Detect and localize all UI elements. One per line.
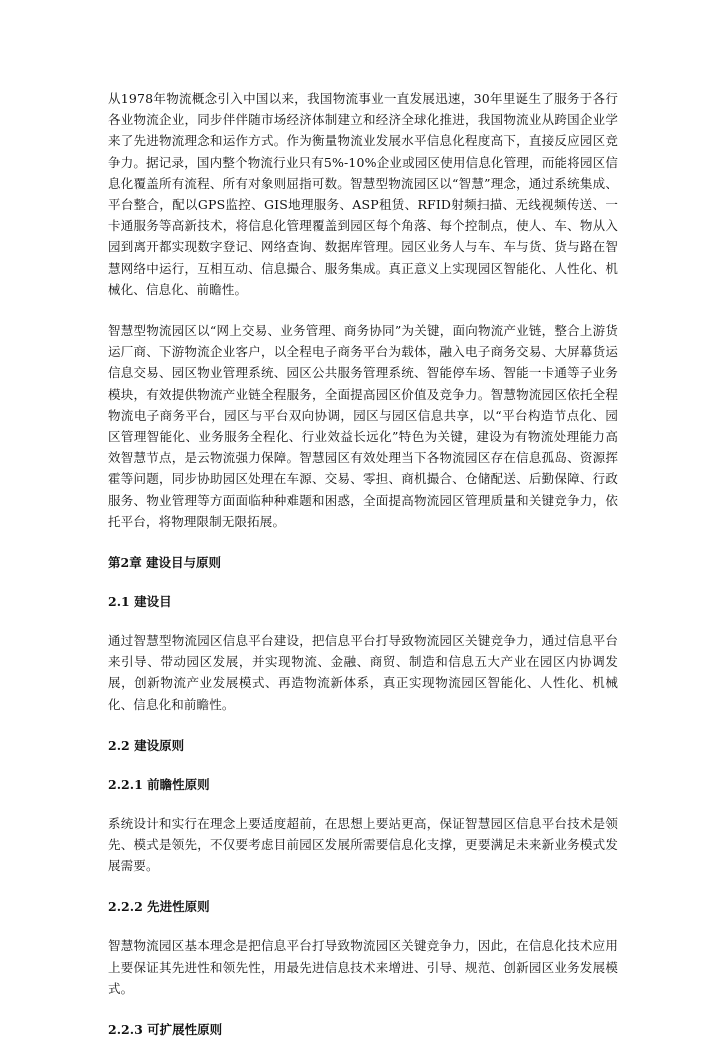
section-2-1-title: 2.1 建设目 [108,594,172,610]
spacer [108,612,618,630]
section-2-2-3-title: 2.2.3 可扩展性原则 [108,1022,223,1038]
spacer [108,715,618,735]
section-2-2-1-body: 系统设计和实行在理念上要适度超前，在思想上要站更高，保证智慧园区信息平台技术是领先、模式是领先，不仅要考虑目前园区发展所需要信息化支撑，更要满足未来新业务模式发展需要。 [108,815,618,874]
spacer [108,999,618,1019]
section-2-2-2-title: 2.2.2 先进性原则 [108,899,210,915]
spacer [108,756,618,774]
section-2-2-title: 2.2 建设原则 [108,737,185,753]
spacer [108,532,618,552]
spacer [108,876,618,896]
document-page [108,88,618,1040]
spacer [108,300,618,320]
intro-paragraph-2: 智慧型物流园区以“网上交易、业务管理、商务协同”为关键，面向物流产业链，整合上游货运厂商、下游物流企业客户，以全程电子商务平台为载体，融入电子商务交易、大屏幕货运信息交易、园区物业管理系统、园区公共服务管理系统、智能停车场、智能一卡通等子业务模块，有效提供物流产业链全程服务，全面提高园区价值及竞争力。智慧物流园区依托全程物流电子商务平台，园区与平台双向协调，园区与园区信息共享，以“平台构造节点化、园区管理智能化、业务服务全程化、行业效益长远化”特色为关键，建设为有物流处理能力高效智慧节点，是云物流强力保障。智慧园区有效处理当下各物流园区存在信息孤岛、资源挥霍等问题，同步协助园区处理在车源、交易、零担、商机撮合、仓储配送、后勤保障、行政服务、物业管理等方面面临种种难题和困惑，全面提高物流园区管理质量和关键竞争力，依托平台，将物理限制无限拓展。 [108,323,618,529]
spacer [108,573,618,591]
section-2-2-2-body: 智慧物流园区基本理念是把信息平台打导致物流园区关键竞争力，因此，在信息化技术应用上要保证其先进性和领先性，用最先进信息技术来增进、引导、规范、创新园区业务发展模式。 [108,938,618,996]
section-2-1-body: 通过智慧型物流园区信息平台建设，把信息平台打导致物流园区关键竞争力，通过信息平台来引导、带动园区发展，并实现物流、金融、商贸、制造和信息五大产业在园区内协调发展，创新物流产业发展模式、再造物流新体系，真正实现物流园区智能化、人性化、机械化、信息化和前瞻性。 [108,633,618,712]
spacer [108,795,618,813]
chapter-title: 第2章 建设目与原则 [108,555,222,571]
section-2-2-1-title: 2.2.1 前瞻性原则 [108,776,210,792]
spacer [108,917,618,935]
intro-paragraph-1: 从1978年物流概念引入中国以来，我国物流事业一直发展迅速，30年里诞生了服务于各行各业物流企业，同步伴伴随市场经济体制建立和经济全球化推进，我国物流业从跨国企业学来了先进物流理念和运作方式。作为衡量物流业发展水平信息化程度高下，直接反应园区竞争力。据记录，国内整个物流行业只有5%-10%企业或园区使用信息化管理，而能将园区信息化覆盖所有流程、所有对象则屈指可数。智慧型物流园区以“智慧”理念，通过系统集成、平台整合，配以GPS监控、GIS地理服务、ASP租赁、RFID射频扫描、无线视频传送、一卡通服务等高新技术，将信息化管理覆盖到园区每个角落、每个控制点，使人、车、物从入园到离开都实现数字登记、网络查询、数据库管理。园区业务人与车、车与货、货与路在智慧网络中运行，互相互动、信息撮合、服务集成。真正意义上实现园区智能化、人性化、机械化、信息化、前瞻性。 [108,91,618,297]
